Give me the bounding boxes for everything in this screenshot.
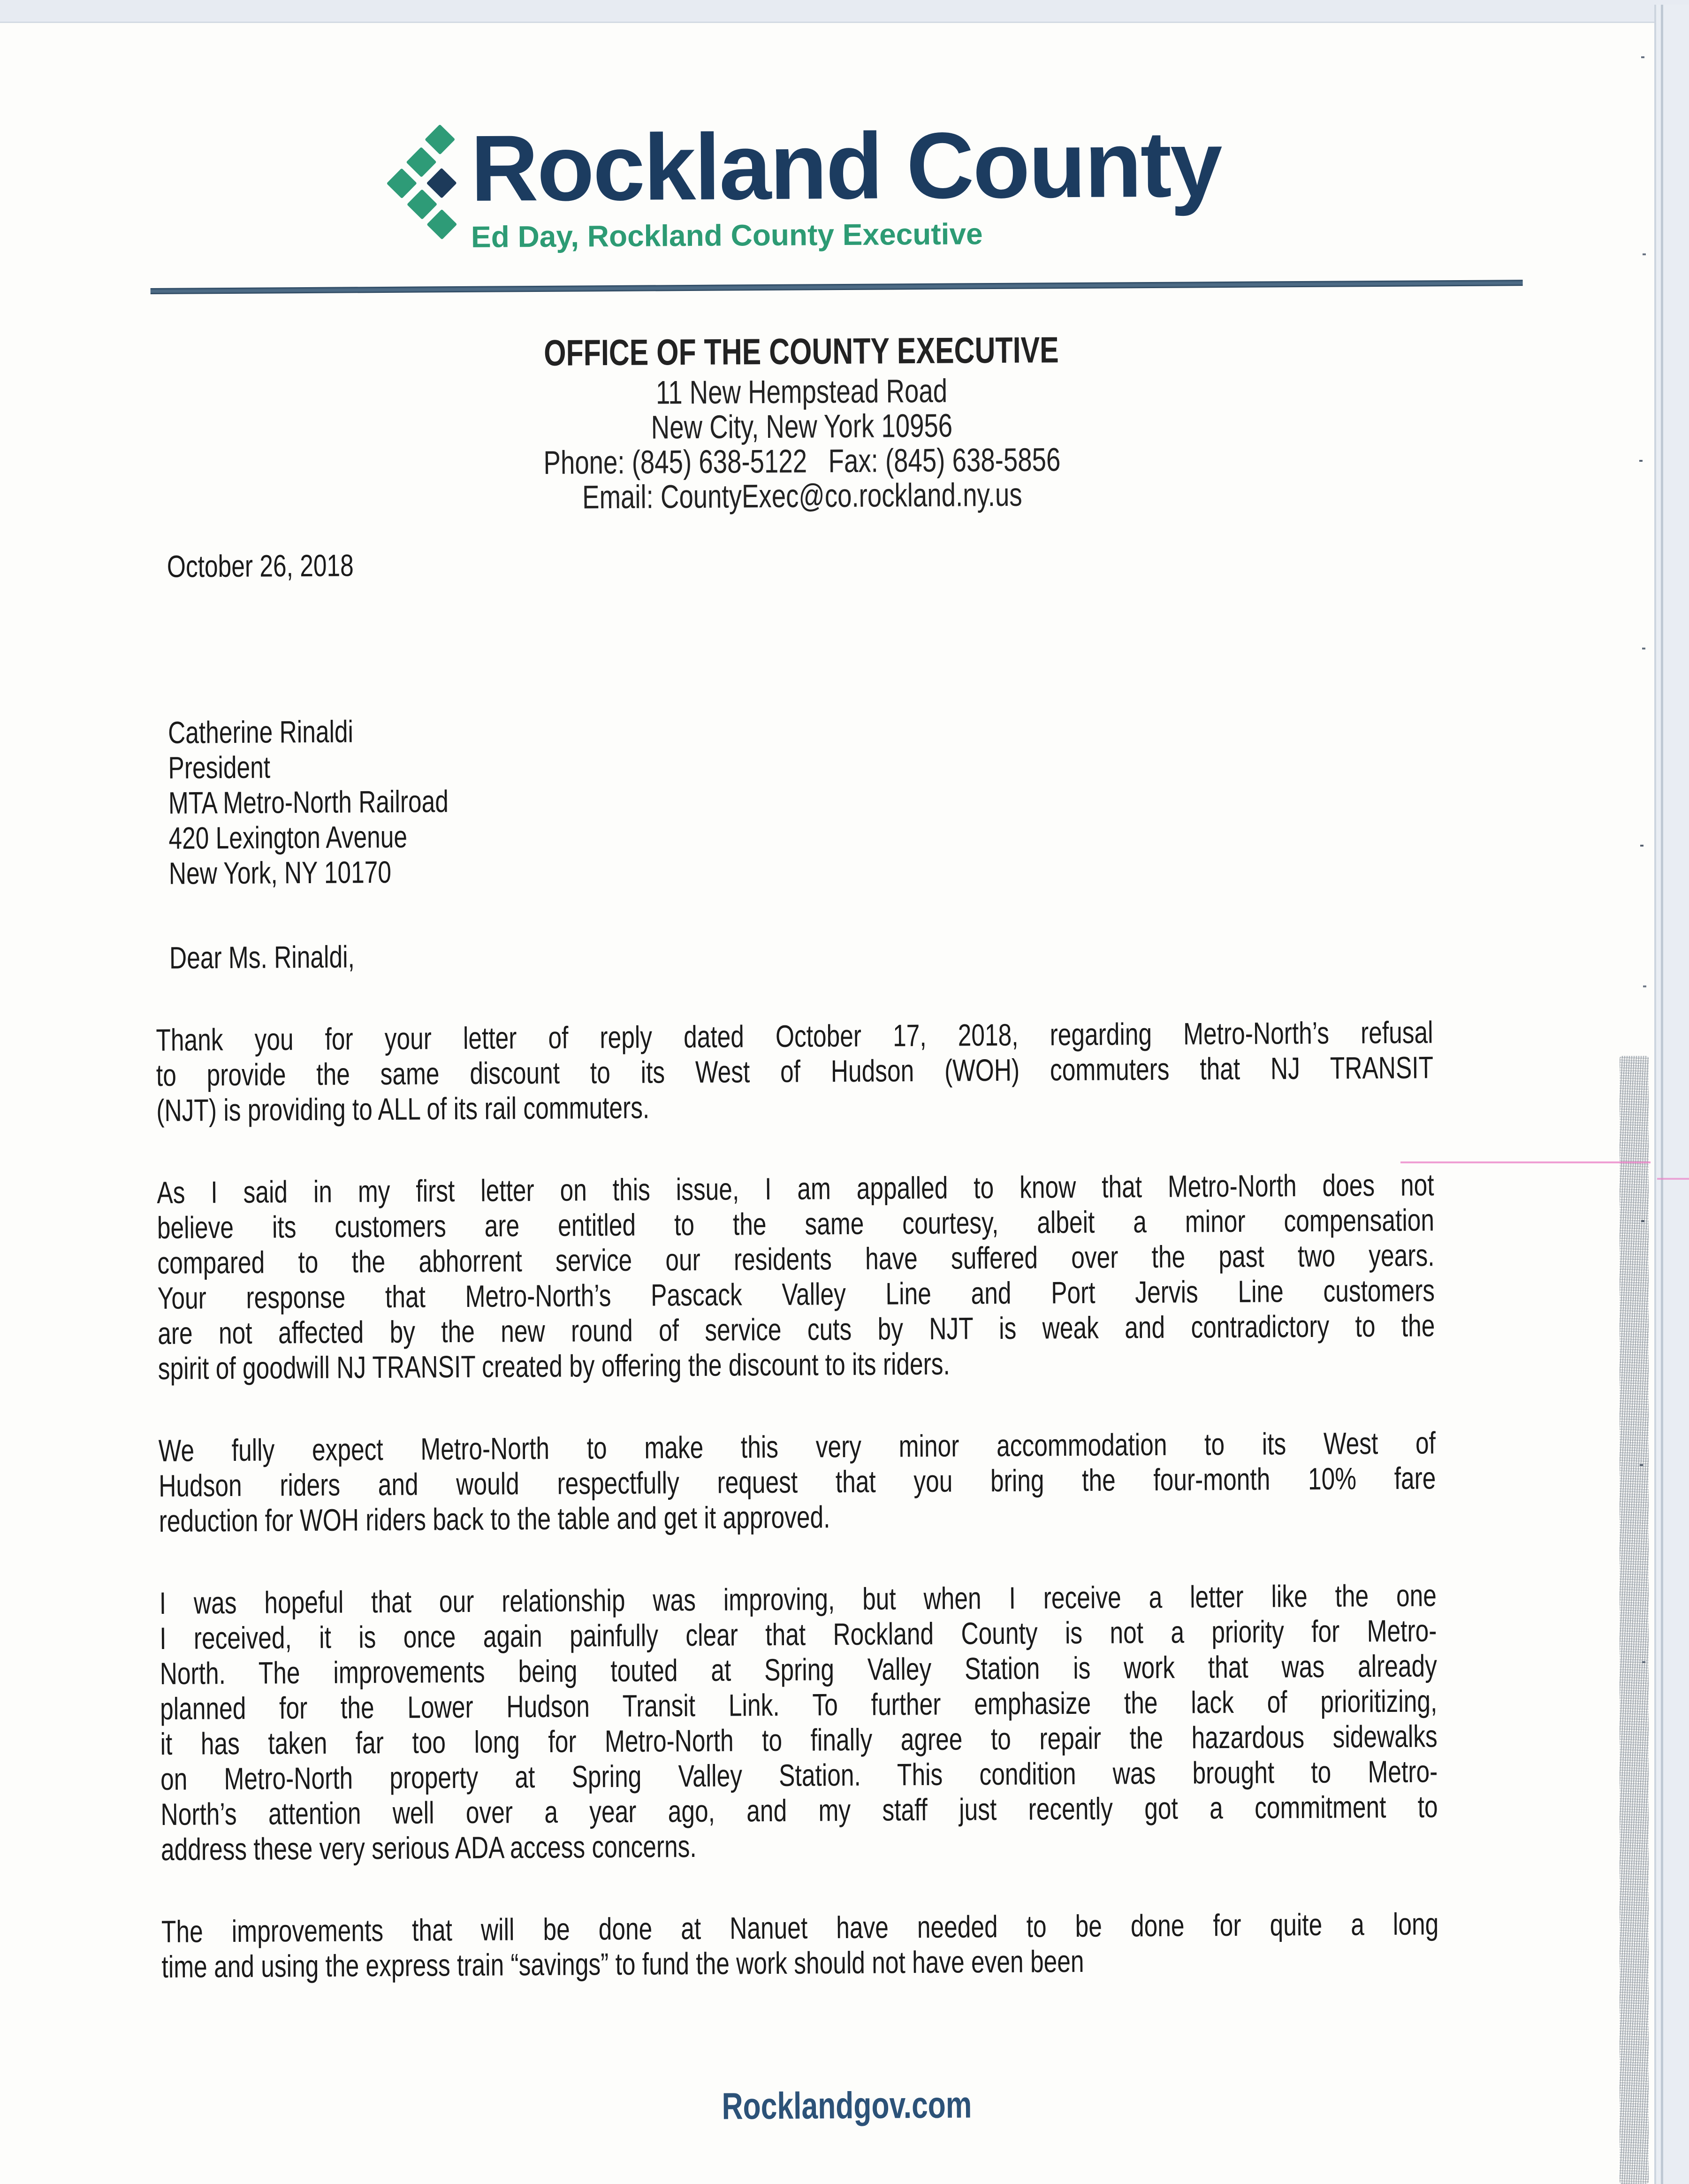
paragraph-2: [157, 1167, 1435, 1386]
paragraph-line: reduction for WOH riders back to the table and get it approved.: [159, 1499, 830, 1538]
logo-diamond: [406, 147, 436, 177]
paragraph-line: it has taken far too long for Metro-North to finally agree to repair the hazardous sidewalks: [160, 1718, 1438, 1761]
recipient-street: 420 Lexington Avenue: [168, 819, 408, 855]
office-email: Email: CountyExec@co.rockland.ny.us: [582, 476, 1022, 516]
brand-name: Rockland County: [470, 112, 1222, 221]
paragraph-line: Thank you for your letter of reply dated October 17, 2018, regarding Metro-North’s refusal: [156, 1015, 1433, 1057]
paragraph-line: planned for the Lower Hudson Transit Link. To further emphasize the lack of prioritizing,: [160, 1683, 1438, 1726]
recipient-org: MTA Metro-North Railroad: [168, 784, 449, 820]
recipient-address-block: [168, 707, 1432, 891]
paragraph-line: North. The improvements being touted at Spring Valley Station is work that was already: [160, 1648, 1438, 1691]
letter-body: [153, 541, 1440, 2131]
paragraph-line: on Metro-North property at Spring Valley Station. This condition was brought to Metro-: [160, 1754, 1438, 1796]
paragraph-line: spirit of goodwill NJ TRANSIT created by offering the discount to its riders.: [158, 1346, 951, 1386]
paragraph-line: The improvements that will be done at Nanuet have needed to be done for quite a long: [161, 1906, 1439, 1949]
office-address-line1: 11 New Hempstead Road: [655, 372, 948, 411]
logo-text: [470, 112, 1222, 254]
paragraph-line: to provide the same discount to its West of Hudson (WOH) commuters that NJ TRANSIT: [156, 1050, 1434, 1092]
rockland-county-logo-icon: [380, 121, 464, 238]
paragraph-line: time and using the express train “savings” to fund the work should not have even been: [161, 1943, 1084, 1984]
paragraph-line: are not affected by the new round of service cuts by NJT is weak and contradictory to the: [158, 1308, 1435, 1351]
office-address-line2: New City, New York 10956: [651, 407, 953, 446]
paragraph-1: [156, 1015, 1434, 1128]
recipient-name: Catherine Rinaldi: [167, 714, 354, 750]
paragraph-line: believe its customers are entitled to the same courtesy, albeit a minor compensation: [157, 1202, 1435, 1245]
paragraph-line: address these very serious ADA access concerns.: [160, 1828, 697, 1867]
paragraph-line: I received, it is once again painfully clear that Rockland County is not a priority for Metro-: [159, 1613, 1437, 1656]
paragraph-line: As I said in my first letter on this issue, I am appalled to know that Metro-North does not: [157, 1167, 1434, 1210]
paragraph-5: [161, 1906, 1439, 1985]
paragraph-line: North’s attention well over a year ago, and my staff just recently got a commitment to: [160, 1789, 1438, 1832]
paragraph-line: Your response that Metro-North’s Pascack Valley Line and Port Jervis Line customers: [157, 1273, 1435, 1315]
office-title: OFFICE OF THE COUNTY EXECUTIVE: [543, 329, 1059, 374]
logo-diamond: [425, 124, 455, 155]
footer-website: Rocklandgov.com: [722, 2084, 972, 2127]
logo-diamond: [407, 189, 437, 220]
recipient-title: President: [168, 749, 271, 785]
logo-diamond-navy: [426, 168, 457, 199]
logo-diamond: [387, 168, 417, 199]
office-address-block: [152, 327, 1430, 517]
logo-diamond: [426, 209, 457, 240]
paragraph-line: (NJT) is providing to ALL of its rail commuters.: [156, 1090, 650, 1128]
paragraph-3: [159, 1425, 1437, 1539]
paragraph-line: I was hopeful that our relationship was improving, but when I receive a letter like the one: [159, 1578, 1437, 1620]
letterhead-divider: [151, 280, 1523, 294]
brand-tagline: Ed Day, Rockland County Executive: [471, 217, 983, 254]
salutation: Dear Ms. Rinaldi,: [169, 939, 355, 975]
recipient-city: New York, NY 10170: [168, 854, 392, 891]
paragraph-line: We fully expect Metro-North to make this very minor accommodation to its West of: [158, 1425, 1436, 1468]
paragraph-line: compared to the abhorrent service our residents have suffered over the past two years.: [157, 1237, 1435, 1280]
letterhead: [380, 113, 1685, 257]
paragraph-line: Hudson riders and would respectfully request that you bring the four-month 10% fare: [159, 1460, 1436, 1503]
paragraph-4: [160, 1578, 1438, 1867]
office-phone-fax: Phone: (845) 638-5122 Fax: (845) 638-5856: [543, 441, 1061, 481]
letter-date: October 26, 2018: [167, 548, 354, 584]
